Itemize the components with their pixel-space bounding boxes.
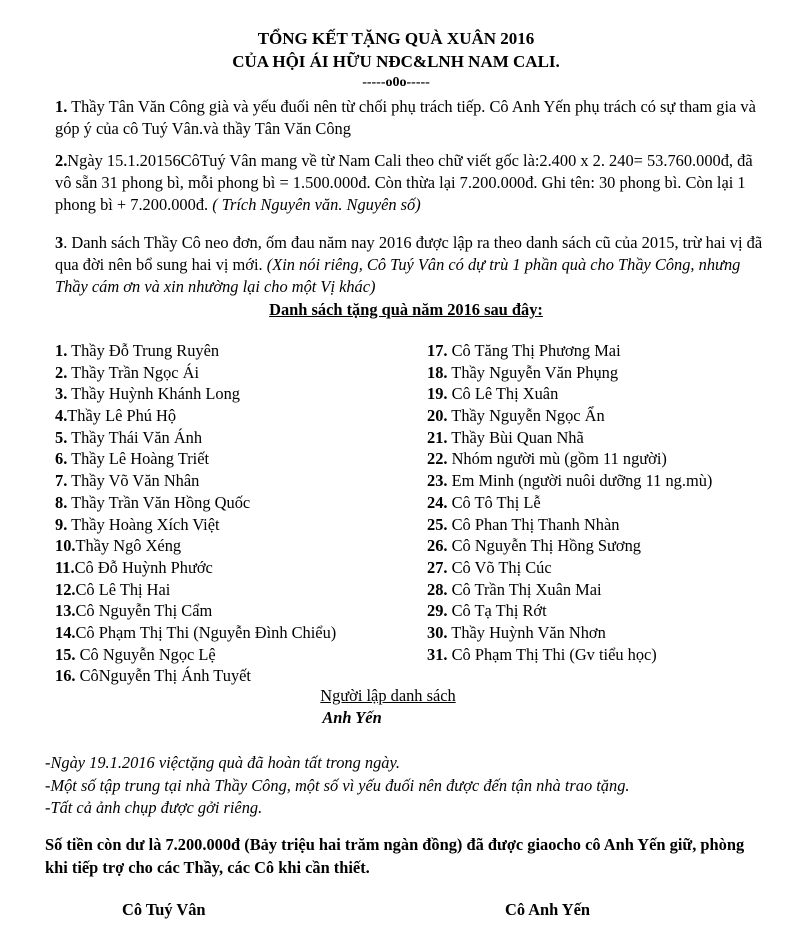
- title-separator: -----o0o-----: [362, 75, 430, 90]
- recipient-list-title: [0, 300, 792, 320]
- recipient-name: Thầy Trần Văn Hồng Quốc: [67, 492, 251, 512]
- recipient-item: [55, 427, 420, 449]
- recipient-name: Thầy Đỗ Trung Ruyên: [67, 341, 220, 360]
- recipient-item: [55, 644, 420, 666]
- recipient-list-right: [427, 340, 757, 665]
- paragraph-number: 3: [55, 233, 64, 252]
- recipient-name: Thầy Trần Ngọc Ái: [67, 362, 200, 382]
- recipient-number: 14.: [55, 622, 76, 642]
- recipient-name: Cô Tăng Thị Phương Mai: [447, 341, 621, 360]
- recipient-number: 1.: [55, 341, 68, 360]
- paragraph-italic-note: (Xin nói riêng, Cô Tuý Vân có dự trù 1 phần quà cho Thầy Công, nhưng Thầy cám ơn và xin nhường lại cho một Vị khác): [55, 255, 741, 296]
- recipient-item: [55, 557, 420, 579]
- recipient-item: [55, 448, 420, 470]
- recipient-number: 29.: [427, 601, 448, 621]
- recipient-name: Thầy Nguyễn Ngọc Ẩn: [447, 406, 605, 426]
- recipient-item: [427, 514, 757, 536]
- recipient-item: [427, 362, 757, 384]
- recipient-item: [55, 470, 420, 492]
- recipient-number: 9.: [55, 514, 68, 534]
- recipient-number: 20.: [427, 406, 448, 426]
- recipient-number: 10.: [55, 536, 76, 556]
- recipient-item: [427, 535, 757, 557]
- recipient-item: [427, 470, 757, 492]
- recipient-name: Em Minh (người nuôi dưỡng 11 ng.mù): [447, 471, 713, 491]
- recipient-number: 27.: [427, 557, 448, 577]
- paragraph-number: 2.: [55, 151, 68, 170]
- recipient-number: 7.: [55, 471, 68, 491]
- recipient-number: 15.: [55, 644, 76, 664]
- note-line: -Ngày 19.1.2016 việctặng quà đã hoàn tất trong ngày.: [45, 753, 400, 772]
- recipient-number: 18.: [427, 362, 448, 382]
- recipient-number: 28.: [427, 579, 448, 599]
- recipient-number: 21.: [427, 427, 448, 447]
- recipient-item: [427, 492, 757, 514]
- paragraph-2: [55, 150, 765, 216]
- recipient-item: [427, 383, 757, 405]
- recipient-number: 23.: [427, 471, 448, 491]
- signer-left: Cô Tuý Vân: [122, 900, 206, 919]
- recipient-item: [427, 405, 757, 427]
- recipient-item: [55, 340, 420, 362]
- recipient-name: Thầy Bùi Quan Nhã: [447, 427, 584, 447]
- recipient-item: [55, 622, 420, 644]
- recipient-number: 4.: [55, 406, 68, 426]
- recipient-name: Cô Nguyễn Thị Hồng Sương: [447, 536, 641, 556]
- recipient-number: 8.: [55, 492, 68, 512]
- paragraph-text: Ngày 15.1.20156CôTuý Vân mang về từ Nam Cali theo chữ viết gốc là:2.400 x 2. 240= 53.760.000đ, đã vô sẵn 31 phong bì, mỗi phong bì = 1.500.000đ. Còn thừa lại 7.200.000đ. Ghi tên: 30 phong bì. Còn lại 1 phong bì + 7.200.000đ.: [55, 151, 753, 214]
- prepared-by-name: Anh Yến: [322, 708, 382, 727]
- recipient-name: Thầy Ngô Xéng: [75, 536, 182, 556]
- recipient-item: [427, 644, 757, 666]
- note-line: -Tất cả ảnh chụp được gởi riêng.: [45, 798, 263, 817]
- recipient-item: [55, 665, 420, 687]
- recipient-item: [55, 383, 420, 405]
- recipient-name: Thầy Võ Văn Nhân: [67, 471, 200, 491]
- recipient-item: [427, 600, 757, 622]
- recipient-name: Cô Đỗ Huỳnh Phước: [74, 557, 213, 577]
- recipient-item: [427, 579, 757, 601]
- recipient-item: [427, 448, 757, 470]
- paragraph-number: 1.: [55, 97, 68, 116]
- recipient-number: 17.: [427, 341, 448, 360]
- prepared-by-label: Người lập danh sách: [320, 686, 456, 705]
- recipient-item: [427, 622, 757, 644]
- recipient-name: Cô Phạm Thị Thi (Nguyễn Đình Chiểu): [75, 622, 337, 642]
- recipient-name: Cô Lê Thị Xuân: [447, 384, 559, 404]
- recipient-number: 19.: [427, 384, 448, 404]
- recipient-name: Thầy Lê Phú Hộ: [67, 406, 177, 426]
- document-title: TỔNG KẾT TẶNG QUÀ XUÂN 2016: [257, 29, 535, 48]
- recipient-name: Thầy Huỳnh Khánh Long: [67, 384, 240, 404]
- recipient-number: 6.: [55, 449, 68, 469]
- note-line: -Một số tập trung tại nhà Thầy Công, một số vì yếu đuối nên được đến tận nhà trao tặng.: [45, 776, 630, 795]
- recipient-name: Cô Nguyễn Ngọc Lệ: [75, 644, 216, 664]
- paragraph-1: [55, 96, 765, 140]
- recipient-list-left: [55, 340, 420, 687]
- signer-right: Cô Anh Yến: [505, 900, 591, 919]
- recipient-name: Thầy Nguyễn Văn Phụng: [447, 362, 619, 382]
- recipient-name: Thầy Lê Hoàng Triết: [67, 449, 210, 469]
- paragraph-italic-note: ( Trích Nguyên văn. Nguyên số): [212, 195, 421, 214]
- recipient-name: Cô Phạm Thị Thi (Gv tiểu học): [447, 644, 657, 664]
- recipient-number: 13.: [55, 601, 76, 621]
- recipient-name: Cô Trần Thị Xuân Mai: [447, 579, 602, 599]
- recipient-number: 26.: [427, 536, 448, 556]
- recipient-item: [427, 427, 757, 449]
- recipient-item: [55, 362, 420, 384]
- closing-statement: Số tiền còn dư là 7.200.000đ (Bảy triệu hai trăm ngàn đồng) đã được giaocho cô Anh Yến giữ, phòng khi tiếp trợ cho các Thầy, các Cô khi cần thiết.: [45, 835, 745, 877]
- recipient-number: 16.: [55, 666, 76, 686]
- recipient-number: 2.: [55, 362, 68, 382]
- recipient-item: [55, 514, 420, 536]
- recipient-name: Cô Phan Thị Thanh Nhàn: [447, 514, 620, 534]
- recipient-number: 12.: [55, 579, 76, 599]
- recipient-item: [55, 492, 420, 514]
- paragraph-text: Thầy Tân Văn Công già và yếu đuối nên từ chối phụ trách tiếp. Cô Anh Yến phụ trách có sự tham gia và góp ý của cô Tuý Vân.và thầy Tân Văn Công: [55, 97, 756, 138]
- recipient-number: 22.: [427, 449, 448, 469]
- recipient-name: Cô Nguyễn Thị Cẩm: [75, 601, 213, 621]
- recipient-number: 11.: [55, 557, 75, 577]
- list-title-text: Danh sách tặng quà năm 2016 sau đây: [269, 300, 538, 319]
- recipient-name: Cô Tô Thị Lễ: [447, 492, 541, 512]
- recipient-item: [55, 579, 420, 601]
- recipient-number: 5.: [55, 427, 68, 447]
- paragraph-text: . Danh sách Thầy Cô neo đơn, ốm đau năm nay 2016 được lập ra theo danh sách cũ của 2015, trừ hai vị đã qua đời nên bổ sung hai vị mới.: [55, 233, 763, 274]
- recipient-name: Thầy Thái Văn Ánh: [67, 427, 203, 447]
- recipient-name: Thầy Huỳnh Văn Nhơn: [447, 622, 606, 642]
- recipient-number: 3.: [55, 384, 68, 404]
- recipient-item: [427, 340, 757, 362]
- recipient-number: 25.: [427, 514, 448, 534]
- recipient-number: 31.: [427, 644, 448, 664]
- recipient-name: Cô Tạ Thị Rớt: [447, 601, 547, 621]
- list-title-suffix: :: [537, 300, 543, 319]
- recipient-item: [55, 600, 420, 622]
- document-subtitle: CỦA HỘI ÁI HỮU NĐC&LNH NAM CALI.: [232, 52, 560, 71]
- recipient-name: CôNguyễn Thị Ánh Tuyết: [75, 666, 251, 686]
- recipient-name: Cô Võ Thị Cúc: [447, 557, 552, 577]
- recipient-name: Thầy Hoàng Xích Việt: [67, 514, 220, 534]
- recipient-name: Nhóm người mù (gồm 11 người): [447, 449, 667, 469]
- recipient-number: 30.: [427, 622, 448, 642]
- recipient-item: [55, 535, 420, 557]
- recipient-name: Cô Lê Thị Hai: [75, 579, 171, 599]
- recipient-item: [55, 405, 420, 427]
- paragraph-3: [55, 232, 765, 298]
- recipient-number: 24.: [427, 492, 448, 512]
- recipient-item: [427, 557, 757, 579]
